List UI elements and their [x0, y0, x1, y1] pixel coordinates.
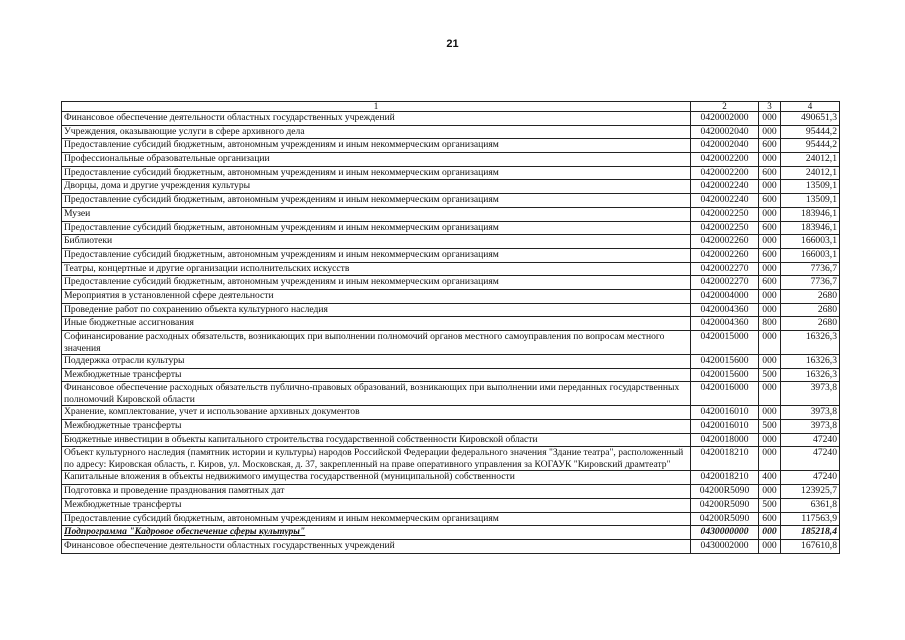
row-amount: 490651,3 [781, 112, 840, 126]
row-amount: 95444,2 [781, 125, 840, 139]
table-row [62, 331, 840, 355]
row-amount: 3973,8 [781, 406, 840, 420]
row-expense-type: 000 [759, 485, 781, 499]
row-expense-type: 500 [759, 420, 781, 434]
table-row [62, 125, 840, 139]
table-row [62, 166, 840, 180]
row-code: 0420004000 [691, 289, 759, 303]
row-name: Межбюджетные трансферты [62, 420, 691, 434]
row-expense-type: 800 [759, 317, 781, 331]
row-expense-type: 000 [759, 180, 781, 194]
table-row [62, 248, 840, 262]
row-expense-type: 000 [759, 331, 781, 355]
row-name: Дворцы, дома и другие учреждения культуры [62, 180, 691, 194]
row-amount: 13509,1 [781, 180, 840, 194]
table-row [62, 355, 840, 369]
row-code: 0420018210 [691, 447, 759, 471]
table-row [62, 471, 840, 485]
row-code: 0420004360 [691, 317, 759, 331]
row-name: Бюджетные инвестиции в объекты капитального строительства государственной собственности Кировской области [62, 433, 691, 447]
row-name: Предоставление субсидий бюджетным, автономным учреждениям и иным некоммерческим организациям [62, 139, 691, 153]
row-code: 0420002270 [691, 262, 759, 276]
row-amount: 24012,1 [781, 153, 840, 167]
row-name: Капитальные вложения в объекты недвижимого имущества государственной (муниципальной) собственности [62, 471, 691, 485]
table-row [62, 221, 840, 235]
row-name: Музеи [62, 207, 691, 221]
row-amount: 24012,1 [781, 166, 840, 180]
row-expense-type: 000 [759, 125, 781, 139]
row-name: Предоставление субсидий бюджетным, автономным учреждениям и иным некоммерческим организациям [62, 221, 691, 235]
table-row [62, 382, 840, 406]
row-name: Межбюджетные трансферты [62, 368, 691, 382]
table-row [62, 289, 840, 303]
row-amount: 166003,1 [781, 248, 840, 262]
row-expense-type: 000 [759, 262, 781, 276]
row-name: Финансовое обеспечение деятельности областных государственных учреждений [62, 539, 691, 553]
row-code: 0420002200 [691, 153, 759, 167]
row-amount: 2680 [781, 317, 840, 331]
row-expense-type: 000 [759, 207, 781, 221]
table-row [62, 447, 840, 471]
row-expense-type: 000 [759, 406, 781, 420]
row-expense-type: 000 [759, 526, 781, 540]
row-expense-type: 600 [759, 194, 781, 208]
row-name: Мероприятия в установленной сфере деятельности [62, 289, 691, 303]
row-expense-type: 600 [759, 139, 781, 153]
table-row [62, 485, 840, 499]
row-name: Театры, концертные и другие организации исполнительских искусств [62, 262, 691, 276]
row-amount: 95444,2 [781, 139, 840, 153]
row-code: 0420002040 [691, 125, 759, 139]
budget-table [61, 101, 840, 554]
row-code: 0420002200 [691, 166, 759, 180]
row-amount: 13509,1 [781, 194, 840, 208]
row-expense-type: 600 [759, 512, 781, 526]
table-row [62, 433, 840, 447]
table-row [62, 406, 840, 420]
row-code: 04200R5090 [691, 485, 759, 499]
row-amount: 47240 [781, 447, 840, 471]
row-name: Предоставление субсидий бюджетным, автономным учреждениям и иным некоммерческим организациям [62, 194, 691, 208]
row-amount: 183946,1 [781, 207, 840, 221]
row-expense-type: 500 [759, 498, 781, 512]
row-code: 0420015000 [691, 331, 759, 355]
row-expense-type: 000 [759, 289, 781, 303]
header-col-1: 1 [62, 102, 691, 112]
row-code: 0420015600 [691, 355, 759, 369]
row-name: Предоставление субсидий бюджетным, автономным учреждениям и иным некоммерческим организациям [62, 512, 691, 526]
row-amount: 183946,1 [781, 221, 840, 235]
row-expense-type: 000 [759, 235, 781, 249]
table-row [62, 420, 840, 434]
row-code: 0430000000 [691, 526, 759, 540]
row-name: Предоставление субсидий бюджетным, автономным учреждениям и иным некоммерческим организациям [62, 166, 691, 180]
row-code: 0420002260 [691, 235, 759, 249]
row-amount: 166003,1 [781, 235, 840, 249]
row-amount: 47240 [781, 433, 840, 447]
row-amount: 7736,7 [781, 262, 840, 276]
row-amount: 7736,7 [781, 276, 840, 290]
table-row [62, 317, 840, 331]
row-expense-type: 400 [759, 471, 781, 485]
row-code: 0420002040 [691, 139, 759, 153]
row-name: Учреждения, оказывающие услуги в сфере архивного дела [62, 125, 691, 139]
table-row [62, 512, 840, 526]
table-row [62, 194, 840, 208]
table-row [62, 539, 840, 553]
row-code: 0420016010 [691, 406, 759, 420]
table-row [62, 112, 840, 126]
row-amount: 3973,8 [781, 420, 840, 434]
row-expense-type: 000 [759, 355, 781, 369]
row-code: 04200R5090 [691, 498, 759, 512]
row-amount: 117563,9 [781, 512, 840, 526]
table-row [62, 139, 840, 153]
table-row [62, 368, 840, 382]
table-row [62, 235, 840, 249]
row-expense-type: 000 [759, 303, 781, 317]
row-code: 0420004360 [691, 303, 759, 317]
table-row [62, 303, 840, 317]
row-amount: 16326,3 [781, 368, 840, 382]
row-amount: 167610,8 [781, 539, 840, 553]
row-name: Объект культурного наследия (памятник истории и культуры) народов Российской Федерации федерального значения "Здание театра", расположенный по адресу: Кировская область, г. Киров, ул. Московская, д. 37, закрепленный на праве оперативного управления за КОГАУК "Кировский драмтеатр" [62, 447, 691, 471]
row-code: 0430002000 [691, 539, 759, 553]
row-code: 0420016000 [691, 382, 759, 406]
row-code: 04200R5090 [691, 512, 759, 526]
row-expense-type: 600 [759, 166, 781, 180]
row-expense-type: 600 [759, 221, 781, 235]
row-name: Предоставление субсидий бюджетным, автономным учреждениям и иным некоммерческим организациям [62, 276, 691, 290]
row-amount: 2680 [781, 289, 840, 303]
table-row [62, 180, 840, 194]
row-expense-type: 500 [759, 368, 781, 382]
row-name: Подготовка и проведение празднования памятных дат [62, 485, 691, 499]
table-row [62, 207, 840, 221]
row-code: 0420002240 [691, 194, 759, 208]
row-expense-type: 000 [759, 112, 781, 126]
row-name: Финансовое обеспечение расходных обязательств публично-правовых образований, возникающих при выполнении ими переданных государственных полномочий Кировской области [62, 382, 691, 406]
table-row [62, 276, 840, 290]
row-name: Библиотеки [62, 235, 691, 249]
row-name: Поддержка отрасли культуры [62, 355, 691, 369]
row-name: Иные бюджетные ассигнования [62, 317, 691, 331]
table-row [62, 153, 840, 167]
row-amount: 16326,3 [781, 331, 840, 355]
row-code: 0420015600 [691, 368, 759, 382]
table-body [62, 112, 840, 554]
row-expense-type: 000 [759, 539, 781, 553]
row-name: Предоставление субсидий бюджетным, автономным учреждениям и иным некоммерческим организациям [62, 248, 691, 262]
row-code: 0420002250 [691, 221, 759, 235]
row-code: 0420018000 [691, 433, 759, 447]
row-amount: 16326,3 [781, 355, 840, 369]
row-name: Межбюджетные трансферты [62, 498, 691, 512]
row-amount: 47240 [781, 471, 840, 485]
row-code: 0420002270 [691, 276, 759, 290]
header-col-3: 3 [759, 102, 781, 112]
row-code: 0420016010 [691, 420, 759, 434]
row-code: 0420002250 [691, 207, 759, 221]
subprogram-row [62, 526, 840, 540]
row-code: 0420002240 [691, 180, 759, 194]
row-code: 0420002000 [691, 112, 759, 126]
table-header-row [62, 102, 840, 112]
row-name: Проведение работ по сохранению объекта культурного наследия [62, 303, 691, 317]
row-amount: 185218,4 [781, 526, 840, 540]
header-col-2: 2 [691, 102, 759, 112]
row-name: Хранение, комплектование, учет и использование архивных документов [62, 406, 691, 420]
row-name: Профессиональные образовательные организации [62, 153, 691, 167]
row-expense-type: 000 [759, 433, 781, 447]
row-code: 0420002260 [691, 248, 759, 262]
row-amount: 123925,7 [781, 485, 840, 499]
header-col-4: 4 [781, 102, 840, 112]
row-amount: 2680 [781, 303, 840, 317]
row-expense-type: 600 [759, 248, 781, 262]
row-expense-type: 000 [759, 153, 781, 167]
row-expense-type: 000 [759, 447, 781, 471]
row-name: Финансовое обеспечение деятельности областных государственных учреждений [62, 112, 691, 126]
row-amount: 6361,8 [781, 498, 840, 512]
row-expense-type: 600 [759, 276, 781, 290]
row-name: Софинансирование расходных обязательств, возникающих при выполнении полномочий органов местного самоуправления по вопросам местного значения [62, 331, 691, 355]
row-name: Подпрограмма "Кадровое обеспечение сферы культуры" [62, 526, 691, 540]
table-row [62, 498, 840, 512]
row-expense-type: 000 [759, 382, 781, 406]
page-number: 21 [446, 38, 459, 50]
row-code: 0420018210 [691, 471, 759, 485]
row-amount: 3973,8 [781, 382, 840, 406]
table-row [62, 262, 840, 276]
